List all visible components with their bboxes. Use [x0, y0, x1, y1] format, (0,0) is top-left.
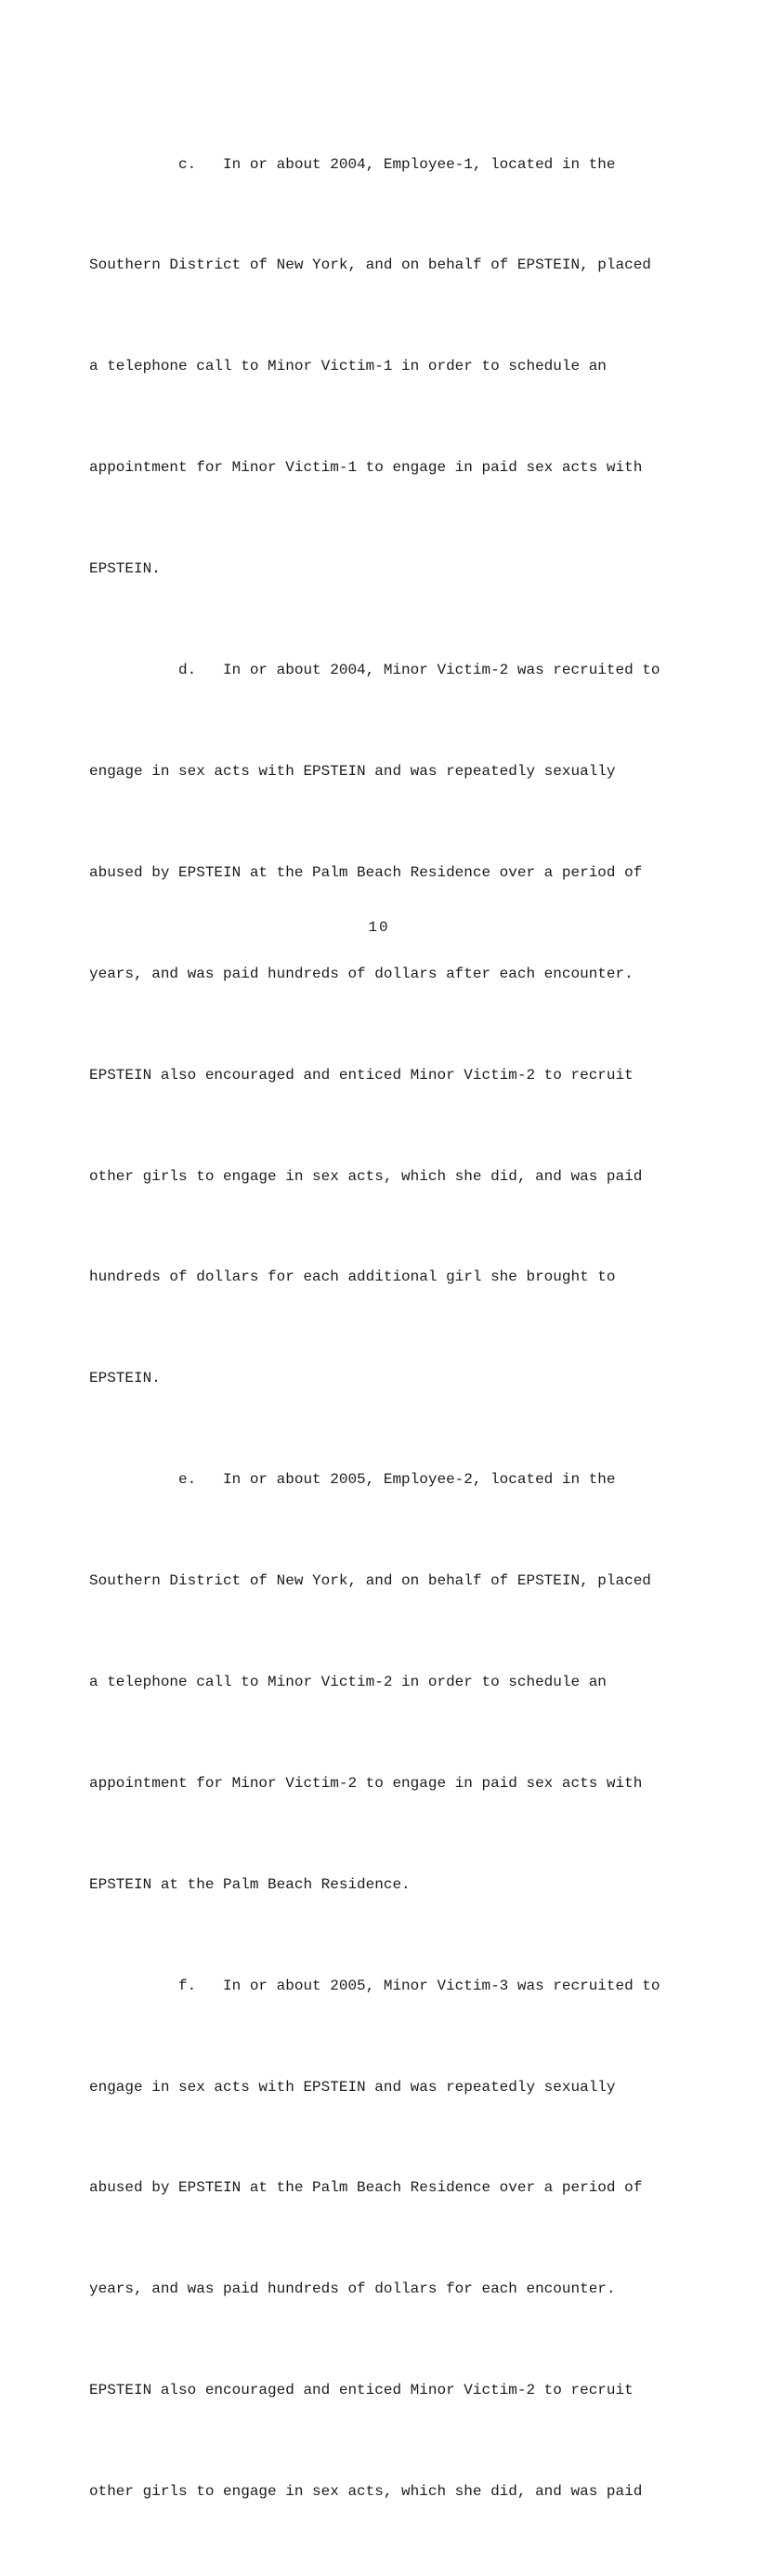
document-line: EPSTEIN at the Palm Beach Residence. — [89, 1875, 411, 1893]
document-line: EPSTEIN. — [89, 560, 161, 578]
document-line: appointment for Minor Victim-2 to engage in paid sex acts with — [89, 1774, 643, 1792]
page-number: 10 — [368, 919, 390, 936]
document-line: e. In or about 2005, Employee-2, located in the — [89, 1471, 616, 1489]
document-line: f. In or about 2005, Minor Victim-3 was recruited to — [89, 1977, 660, 1994]
document-line: d. In or about 2004, Minor Victim-2 was recruited to — [89, 662, 660, 679]
document-line: hundreds of dollars for each additional girl she brought to — [89, 1268, 616, 1286]
document-line: other girls to engage in sex acts, which she did, and was paid — [89, 2483, 643, 2501]
document-line: EPSTEIN. — [89, 1370, 161, 1387]
document-line: a telephone call to Minor Victim-1 in order to schedule an — [89, 358, 607, 375]
document-line: abused by EPSTEIN at the Palm Beach Residence over a period of — [89, 2179, 643, 2197]
document-line: EPSTEIN also encouraged and enticed Minor Victim-2 to recruit — [89, 2382, 634, 2399]
document-line: years, and was paid hundreds of dollars after each encounter. — [89, 965, 634, 982]
document-line: a telephone call to Minor Victim-2 in order to schedule an — [89, 1673, 607, 1690]
document-line: other girls to engage in sex acts, which she did, and was paid — [89, 1167, 643, 1185]
document-line: engage in sex acts with EPSTEIN and was repeatedly sexually — [89, 2078, 616, 2096]
document-line: appointment for Minor Victim-1 to engage in paid sex acts with — [89, 459, 643, 477]
document-body — [89, 80, 702, 2576]
document-line: EPSTEIN also encouraged and enticed Minor Victim-2 to recruit — [89, 1066, 634, 1084]
document-line: engage in sex acts with EPSTEIN and was repeatedly sexually — [89, 762, 616, 780]
document-line: years, and was paid hundreds of dollars for each encounter. — [89, 2280, 616, 2298]
document-line: Southern District of New York, and on behalf of EPSTEIN, placed — [89, 1572, 651, 1590]
document-line: Southern District of New York, and on behalf of EPSTEIN, placed — [89, 256, 651, 274]
document-line: abused by EPSTEIN at the Palm Beach Residence over a period of — [89, 863, 643, 881]
document-line: c. In or about 2004, Employee-1, located in the — [89, 155, 616, 173]
